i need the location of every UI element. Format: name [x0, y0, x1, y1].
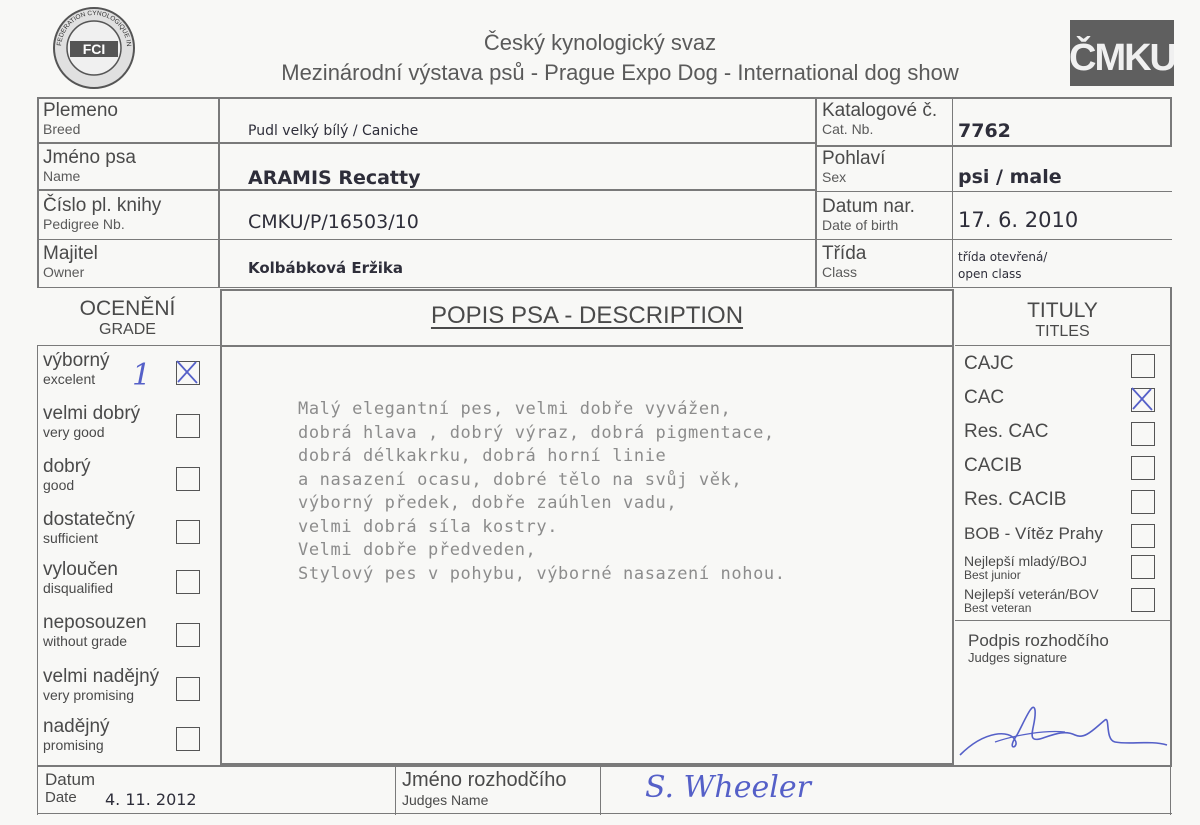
- catalog-label: Katalogové č. Cat. Nb.: [822, 100, 938, 137]
- show-title: Mezinárodní výstava psů - Prague Expo Dog - International dog show: [281, 60, 959, 85]
- description-line: Stylový pes v pohybu, výborné nasazení nohou.: [298, 563, 786, 584]
- grade-item-label: dostatečný: [43, 509, 135, 530]
- grade-checkbox[interactable]: [176, 414, 200, 438]
- title-checkbox[interactable]: [1131, 456, 1155, 480]
- title-checkbox[interactable]: [1131, 388, 1155, 412]
- judge-signature: [955, 690, 1170, 770]
- title-checkbox[interactable]: [1131, 588, 1155, 612]
- dob-value: 17. 6. 2010: [958, 208, 1079, 232]
- title-item-label: CAC: [964, 387, 1005, 408]
- breed-label: Plemeno Breed: [43, 100, 118, 137]
- title-checkbox[interactable]: [1131, 524, 1155, 548]
- title-item: [964, 587, 1099, 615]
- grade-checkbox[interactable]: [176, 677, 200, 701]
- dob-label: Datum nar. Date of birth: [822, 196, 915, 233]
- title-item-label: Res. CAC: [964, 421, 1049, 442]
- grade-item-label: neposouzen: [43, 612, 147, 633]
- grade-item: [43, 667, 159, 703]
- title-item: [964, 455, 1022, 477]
- breed-value: Pudl velký bílý / Caniche: [248, 123, 419, 139]
- grade-item: [43, 404, 140, 440]
- date-value: 4. 11. 2012: [105, 790, 197, 809]
- title-item: [964, 387, 1004, 409]
- class-value: [958, 249, 1047, 283]
- signature-label: Podpis rozhodčího Judges signature: [968, 631, 1109, 665]
- grade-item: [43, 613, 147, 649]
- grade-item: [43, 717, 110, 753]
- description-line: a nasazení ocasu, dobré tělo na svůj věk,: [298, 469, 743, 490]
- grade-item-sublabel: sufficient: [43, 530, 98, 546]
- sex-value: psi / male: [958, 166, 1062, 188]
- grade-checkbox[interactable]: [176, 570, 200, 594]
- description-line: výborný předek, dobře zaúhlen vadu,: [298, 493, 678, 513]
- grade-item: [43, 560, 118, 596]
- owner-value: Kolbábková Eržika: [248, 259, 404, 277]
- description-line: dobrá hlava , dobrý výraz, dobrá pigmentace,: [298, 422, 775, 443]
- grade-checkbox[interactable]: [176, 520, 200, 544]
- title-item-label: Res. CACIB: [964, 489, 1067, 510]
- description-title: POPIS PSA - DESCRIPTION: [430, 302, 744, 329]
- title-item-label: BOB - Vítěz Prahy: [964, 524, 1103, 543]
- title-item: [964, 353, 1014, 375]
- grade-item-sublabel: very promising: [43, 687, 135, 703]
- grade-item-label: výborný: [43, 350, 110, 371]
- title-item: [964, 523, 1103, 545]
- grade-item-sublabel: disqualified: [43, 580, 114, 596]
- title-checkbox[interactable]: [1131, 354, 1155, 378]
- grade-checkbox[interactable]: [176, 361, 200, 385]
- class-value-line2: open class: [958, 267, 1022, 281]
- judge-name-value: S. Wheeler: [645, 770, 811, 805]
- grade-item-label: vyloučen: [43, 559, 118, 580]
- title-item-sublabel: Best junior: [964, 568, 1021, 582]
- grade-checkbox[interactable]: [176, 727, 200, 751]
- name-label: Jméno psa Name: [43, 147, 136, 184]
- description-line: velmi dobrá síla kostry.: [298, 516, 559, 537]
- cmku-logo-text: ČMKU: [1070, 37, 1174, 79]
- date-label: Datum Date: [45, 770, 96, 806]
- grade-item-sublabel: promising: [43, 737, 104, 753]
- grade-item-label: velmi nadějný: [43, 666, 160, 687]
- grade-checkbox[interactable]: [176, 623, 200, 647]
- grade-item: [43, 510, 135, 546]
- grade-item: [43, 457, 91, 493]
- grade-item-sublabel: excelent: [43, 371, 96, 387]
- name-value: ARAMIS Recatty: [248, 167, 421, 189]
- title-item: [964, 554, 1087, 582]
- title-item: [964, 421, 1048, 443]
- description-line: dobrá délkakrku, dobrá horní linie: [298, 446, 667, 466]
- grade-item-sublabel: very good: [43, 424, 105, 440]
- title-item-sublabel: Best veteran: [964, 601, 1032, 615]
- grade-item-sublabel: good: [43, 477, 75, 493]
- pedigree-label: Číslo pl. knihy Pedigree Nb.: [43, 195, 162, 232]
- description-line: Malý elegantní pes, velmi dobře vyvážen,: [298, 399, 732, 419]
- grade-item-label: nadějný: [43, 716, 110, 737]
- sex-label: Pohlaví Sex: [822, 148, 886, 185]
- placement-mark: 1: [132, 358, 152, 393]
- title-checkbox[interactable]: [1131, 422, 1155, 446]
- class-value-line1: třída otevřená/: [958, 250, 1048, 264]
- title-checkbox[interactable]: [1131, 555, 1155, 579]
- description-text: [298, 398, 786, 586]
- fci-ring-text: FEDERATION CYNOLOGIQUE IN: [56, 9, 133, 47]
- title-item-label: CACIB: [964, 455, 1023, 476]
- grade-item-sublabel: without grade: [43, 633, 128, 649]
- grade-checkbox[interactable]: [176, 467, 200, 491]
- owner-label: Majitel Owner: [43, 243, 98, 280]
- pedigree-value: CMKU/P/16503/10: [248, 211, 419, 233]
- grade-item-label: dobrý: [43, 456, 91, 477]
- titles-title: TITULY TITLES: [1027, 299, 1098, 340]
- title-item: [964, 489, 1066, 511]
- class-label: Třída Class: [822, 243, 867, 280]
- title-item-label: Nejlepší mladý/BOJ: [964, 553, 1087, 569]
- description-line: Velmi dobře předveden,: [298, 540, 537, 560]
- grade-item-label: velmi dobrý: [43, 403, 141, 424]
- catalog-value: 7762: [958, 120, 1011, 142]
- grade-item: [43, 351, 110, 387]
- fci-logo-text: FCI: [82, 41, 106, 57]
- judge-name-label: Jméno rozhodčího Judges Name: [402, 769, 567, 808]
- title-checkbox[interactable]: [1131, 490, 1155, 514]
- title-item-label: CAJC: [964, 353, 1014, 374]
- title-item-label: Nejlepší veterán/BOV: [964, 586, 1099, 602]
- grade-title: OCENĚNÍ GRADE: [79, 297, 176, 338]
- org-title: Český kynologický svaz: [483, 30, 717, 55]
